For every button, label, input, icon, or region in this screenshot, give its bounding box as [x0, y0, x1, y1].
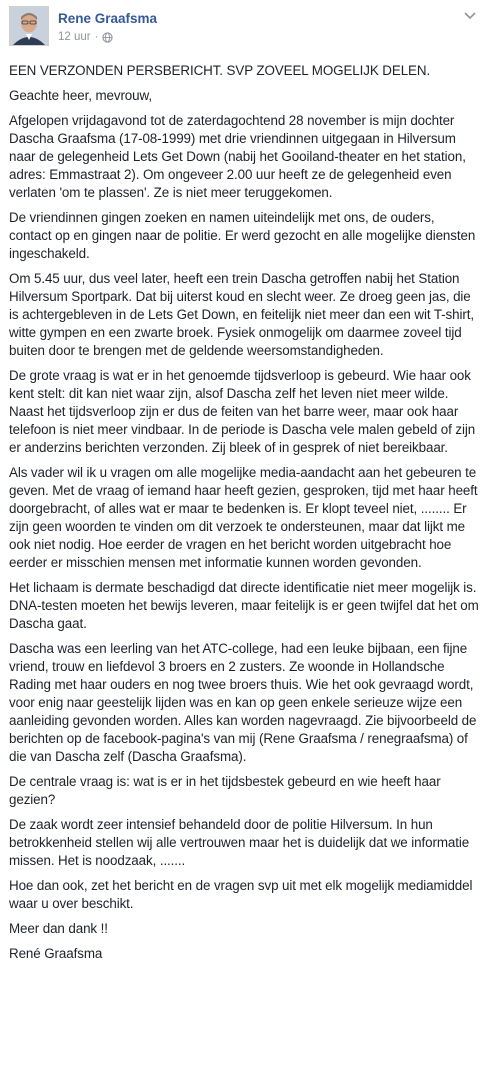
- post-paragraph: De vriendinnen gingen zoeken en namen uiteindelijk met ons, de ouders, contact op en gingen naar de politie. Er werd gezocht en alle mogelijke diensten ingeschakeld.: [9, 210, 476, 261]
- author-name[interactable]: Rene Graafsma: [58, 11, 158, 26]
- globe-icon[interactable]: [102, 32, 113, 43]
- post-paragraph: De grote vraag is wat er in het genoemde tijdsverloop is gebeurd. Wie haar ook kent stelt: dit kan niet waar zijn, alsof Dascha zelf het leven niet meer wilde. Naast het tijdsverloop zijn er dus de feiten van het barre weer, maar ook haar telefoon is niet meer vindbaar. In de periode is Dascha vele malen gebeld of zijn er anderzins berichten verzonden. Zij bleek of in gesprek of niet bereikbaar.: [9, 368, 476, 455]
- post-paragraph: Hoe dan ook, zet het bericht en de vragen svp uit met elk mogelijk mediamiddel waar u over beschikt.: [9, 878, 473, 911]
- post-paragraph: Als vader wil ik u vragen om alle mogelijke media-aandacht aan het gebeuren te geven. Met de vraag of iemand haar heeft gezien, gesproken, tijd met haar heeft doorgebracht, of alles wat er maar te bedenken is. Er klopt teveel niet, ........ Er zijn geen woorden te vinden om dit verzoek te ondersteunen, maar dat lijkt me ook niet nodig. Hoe eerder de vragen en het bericht worden uitgebracht hoe eerder er misschien mensen met informatie kunnen worden gevonden.: [9, 465, 478, 570]
- post-body: [9, 62, 479, 970]
- chevron-down-icon[interactable]: [463, 10, 477, 22]
- profile-photo-icon: [10, 7, 48, 45]
- post-paragraph: Het lichaam is dermate beschadigd dat directe identificatie niet meer mogelijk is. DNA-testen moeten het bewijs leveren, maar feitelijk is er geen twijfel dat het om Dascha gaat.: [9, 580, 479, 631]
- avatar[interactable]: [9, 6, 49, 46]
- post-paragraph: De centrale vraag is: wat is er in het tijdsbestek gebeurd en wie heeft haar gezien?: [9, 774, 441, 807]
- post-timestamp[interactable]: 12 uur: [58, 31, 91, 43]
- post-paragraph: Meer dan dank !!: [9, 921, 108, 936]
- post-paragraph: Afgelopen vrijdagavond tot de zaterdagochtend 28 november is mijn dochter Dascha Graafsma (17-08-1999) met drie vriendinnen uitgegaan in Hilversum naar de gelegenheid Lets Get Down (nabij het Gooiland-theater en het station, adres: Emmastraat 2). Om ongeveer 2.00 uur heeft ze de gelegenheid even verlaten 'om te plassen'. Ze is niet meer teruggekomen.: [9, 113, 466, 200]
- post-paragraph: EEN VERZONDEN PERSBERICHT. SVP ZOVEEL MOGELIJK DELEN.: [9, 63, 431, 78]
- post-paragraph: René Graafsma: [9, 946, 103, 961]
- post-paragraph: De zaak wordt zeer intensief behandeld door de politie Hilversum. In hun betrokkenheid stellen wij alle vertrouwen maar het is duidelijk dat we informatie missen. Het is noodzaak, .......: [9, 817, 470, 868]
- meta-separator: ·: [94, 31, 99, 43]
- post-meta: [58, 31, 113, 43]
- post-paragraph: Om 5.45 uur, dus veel later, heeft een trein Dascha getroffen nabij het Station Hilversum Sportpark. Dat bij uiterst koud en slecht weer. Ze droeg geen jas, die is achtergebleven in de Lets Get Down, en feitelijk niet meer dan een wit T-shirt, witte gympen en een zwarte broek. Fysiek onmogelijk om daarmee zoveel tijd buiten door te brengen met de geldende weersomstandigheden.: [9, 271, 474, 358]
- post-paragraph: Dascha was een leerling van het ATC-college, had een leuke bijbaan, een fijne vriend, trouw en liefdevol 3 broers en 2 zusters. Ze woonde in Hollandsche Rading met haar ouders en nog twee broers thuis. Wie het ook gevraagd wordt, voor enig naar geestelijk lijden was en kan op geen enkele serieuze wijze een aanleiding gevonden worden. Alles kan worden nagevraagd. Zie bijvoorbeeld de berichten op de facebook-pagina's van mij (Rene Graafsma / renegraafsma) of die van Dascha zelf (Dascha Graafsma).: [9, 641, 477, 764]
- post-header: [0, 0, 487, 56]
- post-paragraph: Geachte heer, mevrouw,: [9, 88, 152, 103]
